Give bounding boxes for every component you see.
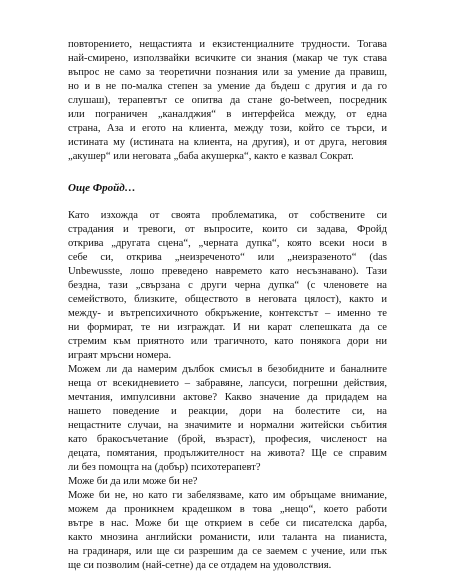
paragraph-2-line: ни формират, те ни изграждат. И ни карат слепешката да се (68, 322, 387, 333)
paragraph-2-line: открива „другата сцена“, „черната дупка“, която всеки носи в (68, 238, 387, 249)
paragraph-3-line: като бракосъчетание (брой, възраст), професия, численост на (68, 434, 387, 445)
paragraph-3-line: ще си позволим (най-сетне) да се отдадем на удоволствия. (68, 560, 332, 571)
paragraph-3-line: Може би да или може би не? (68, 476, 198, 487)
paragraph-1-line: но и в не по-малка степен за умение да бъдеш с другия и да го (68, 81, 387, 92)
paragraph-3-line: нашето поведение и реакции, дори на болестите си, на (68, 406, 387, 417)
paragraph-1-line: най-смирено, използвайки всичките си знания (макар че тук става (68, 53, 387, 64)
paragraph-1-line: слушаш), терапевтът се опитва да стане go-between, посредник (68, 95, 387, 106)
paragraph-2-line: бездна, тази „свързана с други черна дупка“ (с членовете на (68, 280, 387, 291)
paragraph-2-line: стремим към приятното или трагичното, като понякога дори ни (68, 336, 387, 347)
paragraph-2-line: Като изхождa от своята проблематика, от собствените си (68, 210, 387, 221)
paragraph-3-line: можем да проникнем крадешком в това „нещо“, което работи (68, 504, 387, 515)
paragraph-2-line: страдания и тревоги, от въпросите, които си задава, Фройд (68, 224, 387, 235)
paragraph-2-line: себе си, открива „неизреченото“ или „неизразеното“ (das (68, 252, 387, 263)
section-heading: Още Фройд… (68, 182, 136, 194)
paragraph-3-line: както мнозина английски романисти, или таланта на пианиста, (68, 532, 387, 543)
paragraph-2-line: играят мръсни номера. (68, 350, 172, 361)
paragraph-3-line: ли без помощта на (добър) психотерапевт? (68, 462, 261, 473)
paragraph-2-line: Unbewusste, лошо преведено навремето като несъзнавано). Тази (68, 266, 387, 277)
paragraph-3-line: вътре в нас. Може би ще открием в себе си писателска дарба, (68, 518, 387, 529)
paragraph-3-line: мечтания, импулсивни актове? Какво значение да придадем на (68, 392, 387, 403)
paragraph-1-line: повторението, нещастията и екзистенциалните трудности. Тогава (68, 39, 387, 50)
paragraph-1-line: страна, Аза и егото на клиента, между този, който се търси, и (68, 123, 387, 134)
paragraph-3-line: нещастните случаи, на значимите и нормални житейски събития (68, 420, 387, 431)
paragraph-3-line: децата, помятания, продължителност на живота? Ще се справим (68, 448, 387, 459)
paragraph-3-line: неща от всекидневието – забравяне, лапсуси, погрешни действия, (68, 378, 387, 389)
paragraph-1-line: или пограничен „каналджия“ в интерфейса между, от една (68, 109, 387, 120)
paragraph-3-line: Може би не, но като ги забелязваме, като им обръщаме внимание, (68, 490, 387, 501)
paragraph-3-line: Можем ли да намерим дълбок смисъл в безобидните и баналните (68, 364, 387, 375)
paragraph-1-line: въпрос не само за теоретични познания или за умение да правиш, (68, 67, 387, 78)
paragraph-1-line: истината му (истината на клиента, на другия), и от друга, неговия (68, 137, 387, 148)
paragraph-2-line: семейството, близките, обществото в неговата цялост), както и (68, 294, 387, 305)
paragraph-3-line: на градинаря, или ще си разрешим да се заемем с учение, или пък (68, 546, 387, 557)
paragraph-1-line: „акушер“ или неговата „баба акушерка“, както е казвал Сократ. (68, 151, 354, 162)
paragraph-2-line: между- и вътрепсихичното обкръжение, контекстът – именно те (68, 308, 387, 319)
